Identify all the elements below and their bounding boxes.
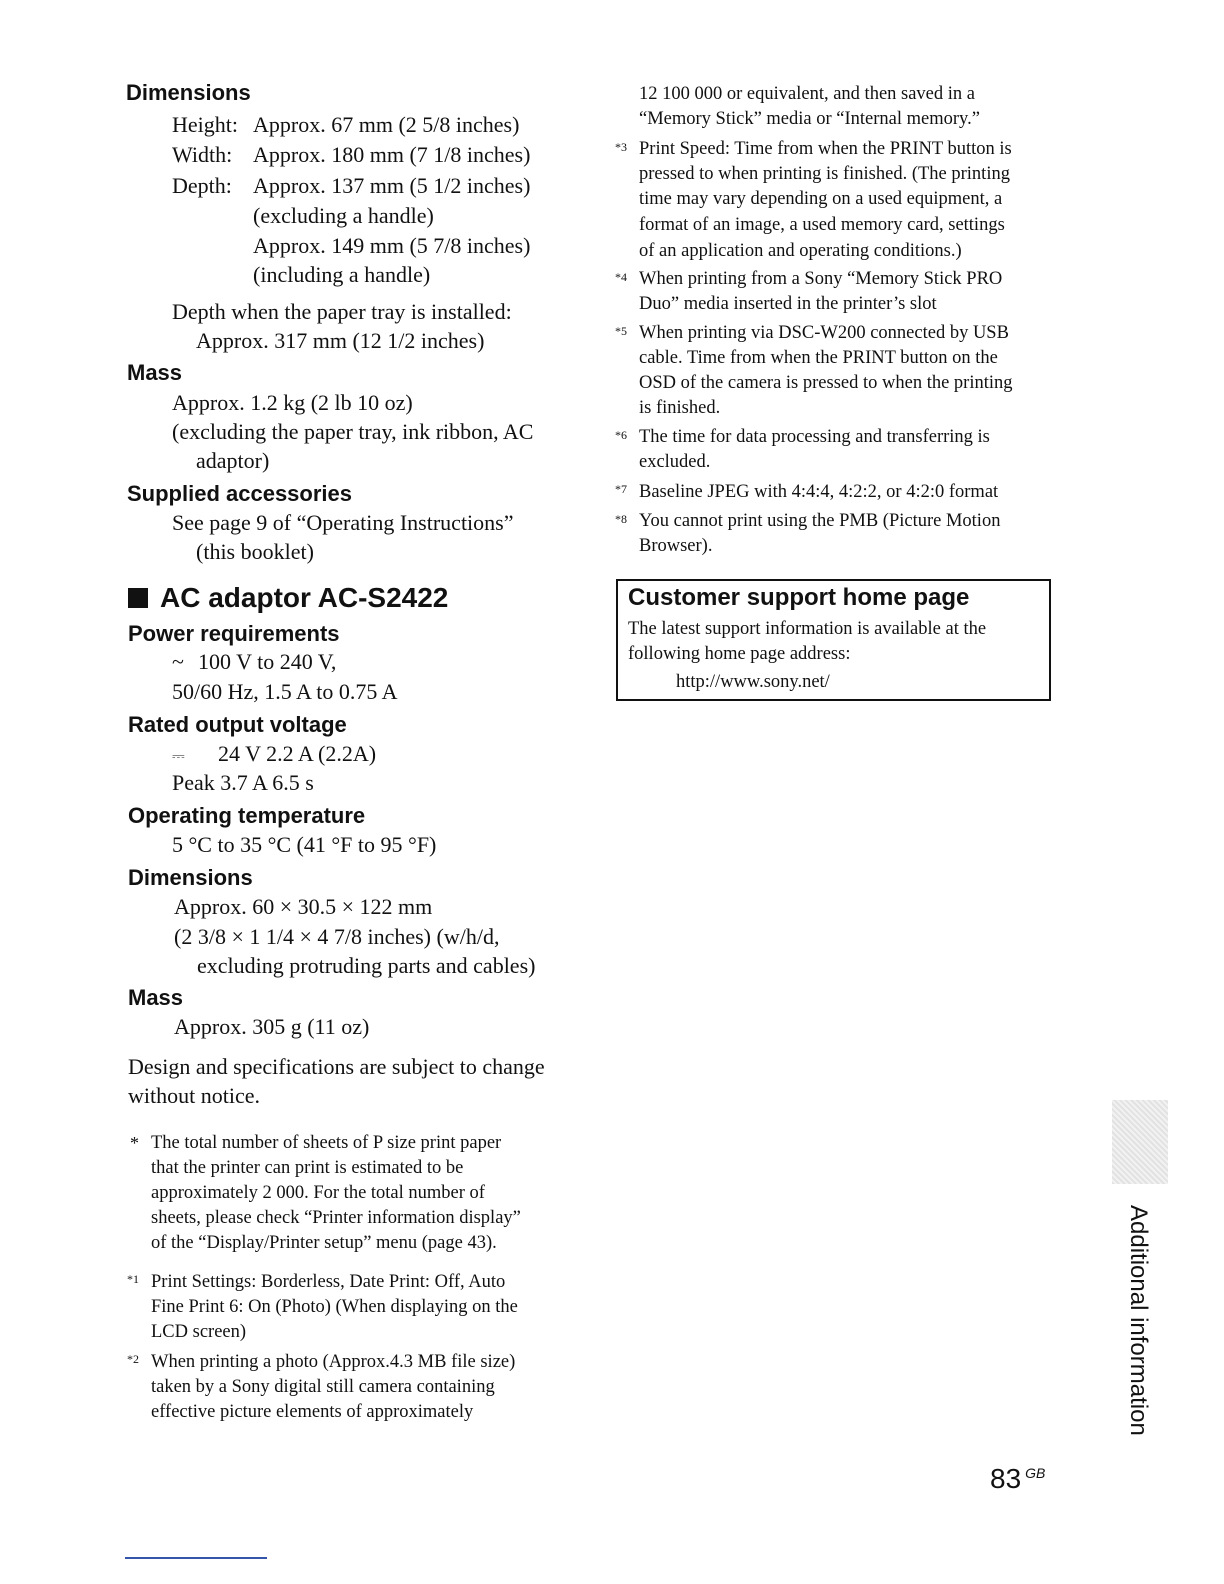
footnote-3-line: time may vary depending on a used equipment, a <box>639 189 1003 209</box>
depth-value-note: (excluding a handle) <box>253 203 434 228</box>
footnote-7-line: Baseline JPEG with 4:4:4, 4:2:2, or 4:2:0 format <box>639 482 999 502</box>
footnote-2-mark: *2 <box>127 1352 139 1366</box>
temp-value: 5 °C to 35 °C (41 °F to 95 °F) <box>172 832 437 857</box>
notice-line-2: without notice. <box>128 1083 260 1108</box>
adaptor-title <box>128 582 448 614</box>
footnote-5-mark: *5 <box>615 324 627 338</box>
support-url-link[interactable]: http://www.sony.net/ <box>676 672 830 692</box>
footnote-4-line: Duo” media inserted in the printer’s slot <box>639 294 937 314</box>
footnote-4-mark: *4 <box>615 270 627 284</box>
height-value: Approx. 67 mm (2 5/8 inches) <box>253 112 520 137</box>
footnote-star-line: of the “Display/Printer setup” menu (page 43). <box>151 1233 497 1253</box>
footnote-star-mark: * <box>130 1133 139 1153</box>
support-line-1: The latest support information is available at the <box>628 619 987 639</box>
page-number <box>990 1463 1045 1495</box>
footnote-3-mark: *3 <box>615 140 627 154</box>
footnote-8-line: You cannot print using the PMB (Picture Motion <box>639 511 1001 531</box>
depth-tray-value: Approx. 317 mm (12 1/2 inches) <box>196 328 485 353</box>
accessories-heading: Supplied accessories <box>127 481 352 506</box>
adaptor-dimensions-line-3: excluding protruding parts and cables) <box>197 953 536 978</box>
footnote-2-line: taken by a Sony digital still camera containing <box>151 1377 495 1397</box>
output-heading: Rated output voltage <box>128 712 347 737</box>
adaptor-mass-value: Approx. 305 g (11 oz) <box>174 1014 370 1039</box>
footnote-1-line: Print Settings: Borderless, Date Print: Off, Auto <box>151 1272 506 1292</box>
bottom-divider <box>125 1557 267 1559</box>
page-number-suffix: GB <box>1025 1465 1046 1481</box>
dc-symbol-icon: ⎓ <box>172 748 185 765</box>
output-line-1-text: 24 V 2.2 A (2.2A) <box>218 741 377 766</box>
footnote-5-line: When printing via DSC-W200 connected by USB <box>639 323 1009 343</box>
width-label: Width: <box>172 142 233 167</box>
output-line-1 <box>172 741 376 770</box>
footnote-star-line: approximately 2 000. For the total number of <box>151 1183 485 1203</box>
mass-note-2: adaptor) <box>196 448 270 473</box>
power-line-2: 50/60 Hz, 1.5 A to 0.75 A <box>172 679 398 704</box>
footnote-7-mark: *7 <box>615 482 627 496</box>
mass-value: Approx. 1.2 kg (2 lb 10 oz) <box>172 390 413 415</box>
depth-label: Depth: <box>172 173 232 198</box>
width-value: Approx. 180 mm (7 1/8 inches) <box>253 142 531 167</box>
support-title: Customer support home page <box>628 584 970 611</box>
temp-heading: Operating temperature <box>128 803 366 828</box>
footnote-3-line: Print Speed: Time from when the PRINT button is <box>639 139 1012 159</box>
footnote-5-line: cable. Time from when the PRINT button on the <box>639 348 998 368</box>
footnote-5-line: is finished. <box>639 398 721 418</box>
adaptor-dimensions-line-2: (2 3/8 × 1 1/4 × 4 7/8 inches) (w/h/d, <box>174 924 500 949</box>
accessories-line-2: (this booklet) <box>196 539 314 564</box>
mass-heading: Mass <box>127 360 183 385</box>
support-line-2: following home page address: <box>628 644 851 664</box>
footnote-3-line: pressed to when printing is finished. (The printing <box>639 164 1010 184</box>
adaptor-dimensions-heading: Dimensions <box>128 865 253 890</box>
accessories-line-1: See page 9 of “Operating Instructions” <box>172 510 514 535</box>
adaptor-mass-heading: Mass <box>128 985 184 1010</box>
ac-wave-icon: ~ <box>172 649 184 674</box>
mass-note-1: (excluding the paper tray, ink ribbon, AC <box>172 419 534 444</box>
side-tab-shade <box>1112 1100 1168 1184</box>
footnote-6-mark: *6 <box>615 428 627 442</box>
dimensions-heading: Dimensions <box>126 80 251 105</box>
footnote-star-line: The total number of sheets of P size print paper <box>151 1133 502 1153</box>
height-label: Height: <box>172 112 238 137</box>
footnote-1-mark: *1 <box>127 1272 139 1286</box>
adaptor-title-text: AC adaptor AC-S2422 <box>160 582 449 613</box>
footnote-3-line: format of an image, a used memory card, settings <box>639 215 1005 235</box>
footnote-star-line: that the printer can print is estimated to be <box>151 1158 464 1178</box>
footnote-3-line: of an application and operating conditions.) <box>639 241 962 261</box>
footnote-2-line: effective picture elements of approximately <box>151 1402 474 1422</box>
footnote-2-line: When printing a photo (Approx.4.3 MB file size) <box>151 1352 516 1372</box>
footnote-6-line: The time for data processing and transferring is <box>639 427 990 447</box>
depth-value: Approx. 137 mm (5 1/2 inches) <box>253 173 531 198</box>
footnote-8-line: Browser). <box>639 536 713 556</box>
depth-tray-label: Depth when the paper tray is installed: <box>172 299 512 324</box>
depth-value-2-note: (including a handle) <box>253 262 431 287</box>
notice-line-1: Design and specifications are subject to change <box>128 1054 545 1079</box>
depth-value-2: Approx. 149 mm (5 7/8 inches) <box>253 233 531 258</box>
footnote-2-continued-line: 12 100 000 or equivalent, and then saved in a <box>639 84 975 104</box>
adaptor-dimensions-line-1: Approx. 60 × 30.5 × 122 mm <box>174 894 433 919</box>
power-line-1-text: 100 V to 240 V, <box>198 649 337 674</box>
side-tab-label: Additional information <box>1125 1205 1152 1436</box>
footnote-5-line: OSD of the camera is pressed to when the printing <box>639 373 1013 393</box>
footnote-4-line: When printing from a Sony “Memory Stick PRO <box>639 269 1003 289</box>
footnote-6-line: excluded. <box>639 452 711 472</box>
footnote-1-line: LCD screen) <box>151 1322 247 1342</box>
footnote-star-line: sheets, please check “Printer information display” <box>151 1208 521 1228</box>
customer-support-box <box>616 579 1051 701</box>
bullet-square-icon <box>128 588 148 608</box>
power-line-1 <box>172 649 336 675</box>
footnote-2-continued-line: “Memory Stick” media or “Internal memory.” <box>639 109 980 129</box>
page-number-value: 83 <box>990 1463 1022 1494</box>
footnote-1-line: Fine Print 6: On (Photo) (When displaying on the <box>151 1297 518 1317</box>
power-heading: Power requirements <box>128 621 340 646</box>
footnote-8-mark: *8 <box>615 512 627 526</box>
output-line-2: Peak 3.7 A 6.5 s <box>172 770 314 795</box>
